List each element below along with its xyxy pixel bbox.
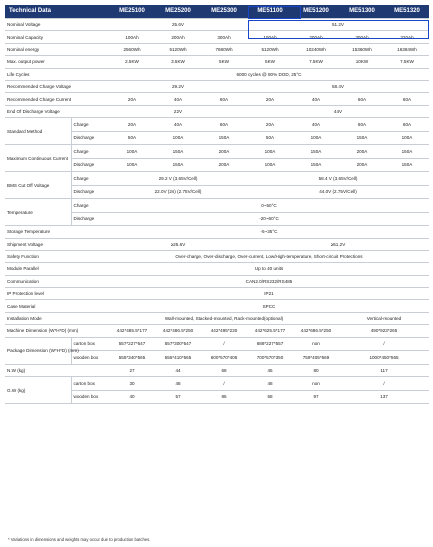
value-cell: 40A [293,118,339,132]
value-cell: 7680Wh [201,43,247,55]
value-cell: 3.5KW [155,56,201,68]
value-cell: 0~50°C [109,199,429,213]
table-row [5,226,429,238]
value-cell: 58.4V [247,80,429,92]
value-cell: 80 [293,364,339,376]
value-cell: 200Ah [293,31,339,43]
value-cell: 150A [293,158,339,172]
value-cell: 85 [201,390,247,404]
table-row [5,238,429,250]
value-cell: CAN2.0/RS232/RS485 [109,275,429,287]
value-cell: 2560Wh [109,43,155,55]
header-row [5,5,429,19]
row-label: Nominal energy [5,43,109,55]
value-cell: Over-charge, Over-discharge, Over-current, Low/High-temperature, Short-circuit Protections [109,250,429,262]
value-cell: 150A [385,158,429,172]
table-row [5,300,429,312]
header-model: ME25300 [201,5,247,19]
value-cell: 20A [247,118,293,132]
value-cell: 29.2 V (3.65V/Cell) [109,172,247,186]
header-model: ME25100 [109,5,155,19]
value-cell: 48 [155,377,201,391]
value-cell: 60A [201,93,247,105]
header-model: ME51320 [385,5,429,19]
spec-table [5,5,429,404]
value-cell: 300Ah [201,31,247,43]
sub-label: Discharge [71,212,109,226]
value-cell: 7.5KW [293,56,339,68]
row-label: Standard Method [5,118,71,145]
table-row [5,105,429,117]
value-cell: SPCC [109,300,429,312]
table-row [5,275,429,287]
row-label: Communication [5,275,109,287]
value-cell: 300Ah [339,31,385,43]
value-cell: 5120Wh [155,43,201,55]
sub-label: Charge [71,172,109,186]
row-label: Shipment Voltage [5,238,109,250]
value-cell: 97 [293,390,339,404]
row-label: Nominal Capacity [5,31,109,43]
footnote: * Variations in dimensions and weights may occur due to production batches. [8,537,151,542]
value-cell: 29.2V [109,80,247,92]
table-row [5,364,429,376]
table-row [5,325,429,337]
table-row [5,56,429,68]
header-model: ME51200 [293,5,339,19]
table-row [5,312,429,324]
value-cell: 557*227*547 [109,337,155,351]
value-cell: 150A [155,145,201,159]
value-cell: 320Ah [385,31,429,43]
row-label: Recommended Charge Voltage [5,80,109,92]
value-cell: 58 [247,390,293,404]
value-cell: 50A [247,131,293,145]
header-label: Technical Data [5,5,109,19]
sub-label: Discharge [71,185,109,199]
value-cell: 20A [109,93,155,105]
value-cell: / [201,377,247,391]
table-row [5,250,429,262]
row-label: Module Parallel [5,263,109,275]
row-label: Nominal Voltage [5,19,109,31]
value-cell: -20~60°C [109,212,429,226]
header-model: ME51300 [339,5,385,19]
sub-label: Discharge [71,158,109,172]
header-model: ME25200 [155,5,201,19]
value-cell: IP21 [109,288,429,300]
value-cell: 27 [109,364,155,376]
sub-label: carton box [71,377,109,391]
value-cell: non [293,337,339,351]
sub-label: wooden box [71,390,109,404]
value-cell: 100Ah [109,31,155,43]
value-cell: 442*625.5*177 [247,325,293,337]
row-label: Storage Temperature [5,226,109,238]
value-cell: 688*227*557 [247,337,293,351]
value-cell: 150A [155,158,201,172]
value-cell: 1000*450*565 [339,351,429,365]
value-cell: 60A [385,118,429,132]
value-cell: 22V [109,105,247,117]
value-cell: 44 [155,364,201,376]
value-cell: -5~35°C [109,226,429,238]
value-cell: 5KW [201,56,247,68]
row-label: N.W (kg) [5,364,109,376]
value-cell: 6000 cycles @ 80% DOD, 25°C [109,68,429,80]
value-cell: 40A [155,93,201,105]
value-cell: 700*570*350 [247,351,293,365]
value-cell: 100A [293,131,339,145]
value-cell: 150A [385,145,429,159]
value-cell: 200A [339,158,385,172]
value-cell: 44.0V (2.75V/Cell) [247,185,429,199]
value-cell: non [293,377,339,391]
value-cell: 555*340*565 [109,351,155,365]
value-cell: 60A [385,93,429,105]
value-cell: 7.5KW [385,56,429,68]
value-cell: 150A [339,131,385,145]
value-cell: 2.5KW [109,56,155,68]
value-cell: 16384Wh [385,43,429,55]
sub-label: carton box [71,337,109,351]
value-cell: / [201,337,247,351]
value-cell: 40A [155,118,201,132]
value-cell: 442*486.5*250 [155,325,201,337]
value-cell: 200Ah [155,31,201,43]
value-cell: 150A [293,145,339,159]
value-cell: Wall-mounted, Stacked-mounted, Rack-mounted(optional) [109,312,339,324]
table-row [5,172,429,186]
value-cell: 100A [155,131,201,145]
row-label: Life Cycles [5,68,109,80]
row-label: Maximum Continuous Current [5,145,71,172]
value-cell: 100A [247,158,293,172]
table-row [5,145,429,159]
value-cell: 600*570*405 [201,351,247,365]
value-cell: 100A [247,145,293,159]
value-cell: 557*300*547 [155,337,201,351]
row-label: Recommended Charge Current [5,93,109,105]
value-cell: 490*923*265 [339,325,429,337]
sub-label: wooden box [71,351,109,365]
sub-label: Charge [71,145,109,159]
value-cell: 68 [201,364,247,376]
row-label: Safety Function [5,250,109,262]
table-row [5,68,429,80]
value-cell: 759*405*569 [293,351,339,365]
row-label: End Of Discharge Voltage [5,105,109,117]
sub-label: Charge [71,199,109,213]
value-cell: 15360Wh [339,43,385,55]
value-cell: 50A [109,131,155,145]
row-label: BMS Cut Off Voltage [5,172,71,199]
table-row [5,337,429,351]
value-cell: 40 [109,390,155,404]
value-cell: 100A [385,131,429,145]
value-cell: 60A [339,93,385,105]
value-cell: 40A [293,93,339,105]
header-model: ME51100 [247,5,293,19]
row-label: Package Dimension (W*H*D) (mm) [5,337,71,364]
row-label: Machine Dimension (W*H*D) (mm) [5,325,109,337]
value-cell: ≥25.6V [109,238,247,250]
row-label: Installation Mode [5,312,109,324]
table-row [5,80,429,92]
value-cell: / [339,377,429,391]
row-label: G.W (kg) [5,377,71,404]
value-cell: 5KW [247,56,293,68]
value-cell: Vertical-mounted [339,312,429,324]
value-cell: 100A [109,145,155,159]
value-cell: 44V [247,105,429,117]
value-cell: 22.0V (2s) (2.75V/Cell) [109,185,247,199]
value-cell: 442*485.5*177 [109,325,155,337]
value-cell: 25.6V [109,19,247,31]
value-cell: 137 [339,390,429,404]
row-label: Temperature [5,199,71,226]
value-cell: 57 [155,390,201,404]
value-cell: 10240Wh [293,43,339,55]
value-cell: 442*495*230 [201,325,247,337]
value-cell: Up to 40 units [109,263,429,275]
value-cell: 555*410*565 [155,351,201,365]
value-cell: 200A [201,158,247,172]
sub-label: Charge [71,118,109,132]
row-label: IP Protection level [5,288,109,300]
table-row [5,93,429,105]
value-cell: ≥51.2V [247,238,429,250]
value-cell: 100A [109,158,155,172]
value-cell: 58.4 V (3.65V/Cell) [247,172,429,186]
table-row [5,199,429,213]
value-cell: 48 [247,377,293,391]
value-cell: 20A [247,93,293,105]
highlight-frame-voltage [248,20,429,39]
value-cell: 60A [339,118,385,132]
value-cell: 117 [339,364,429,376]
sub-label: Discharge [71,131,109,145]
table-row [5,288,429,300]
table-row [5,263,429,275]
value-cell: 30 [109,377,155,391]
value-cell: 100Ah [247,31,293,43]
highlight-frame-header [248,6,301,19]
value-cell: 442*686.5*250 [293,325,339,337]
value-cell: 51.2V [247,19,429,31]
table-row [5,377,429,391]
value-cell: 150A [201,131,247,145]
value-cell: 5120Wh [247,43,293,55]
table-row [5,43,429,55]
row-label: Case Material [5,300,109,312]
value-cell: 200A [339,145,385,159]
value-cell: 10KW [339,56,385,68]
value-cell: 45 [247,364,293,376]
value-cell: 60A [201,118,247,132]
table-row [5,118,429,132]
value-cell: 200A [201,145,247,159]
row-label: Max. output power [5,56,109,68]
value-cell: 20A [109,118,155,132]
value-cell: / [339,337,429,351]
